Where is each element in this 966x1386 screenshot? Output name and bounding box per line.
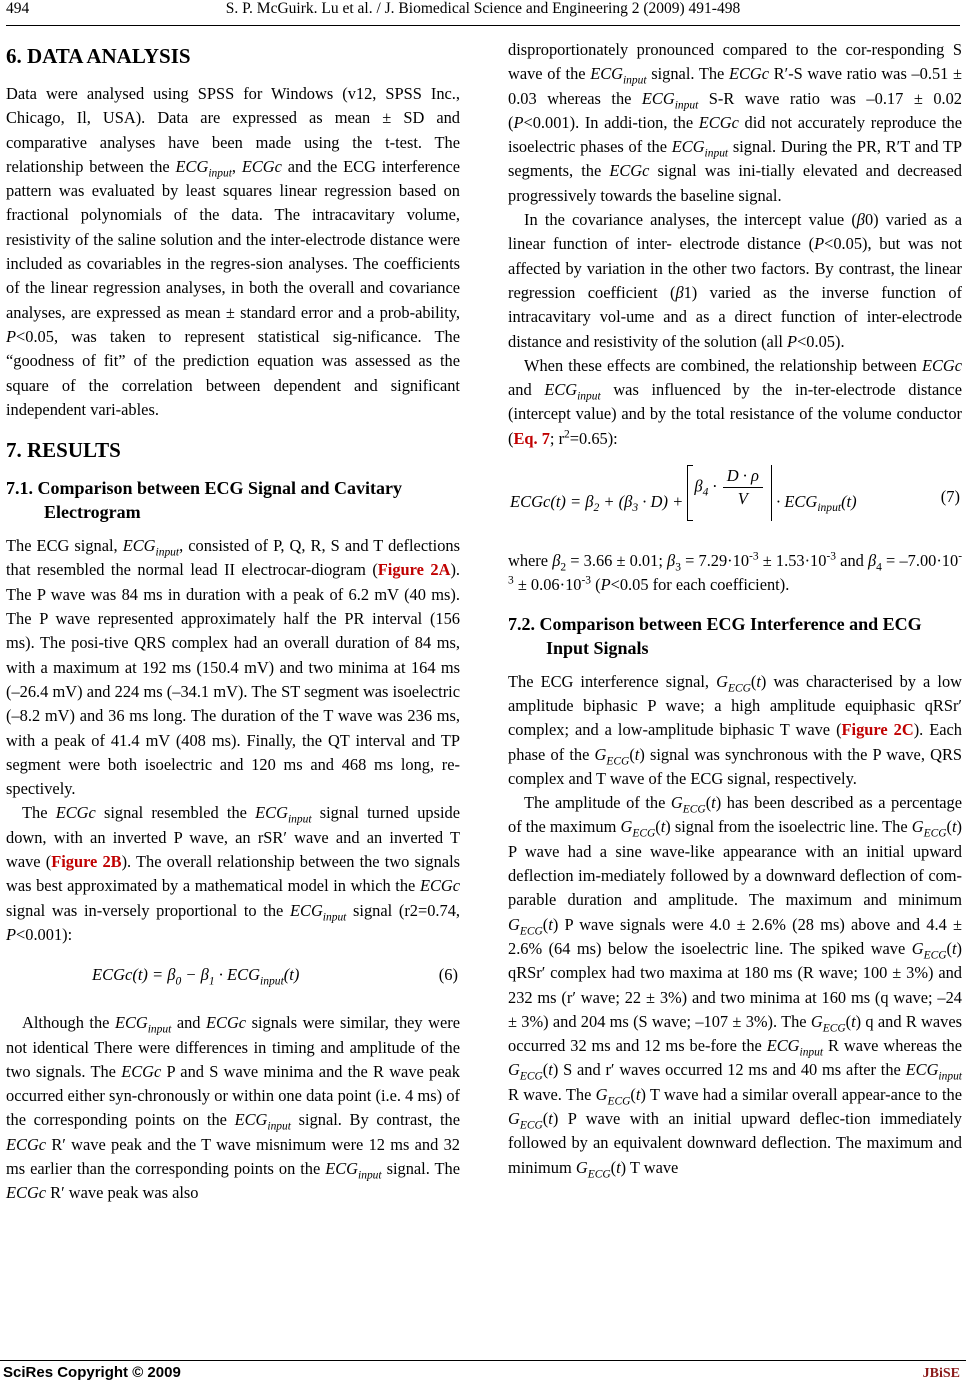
paragraph-differences: Although the $ECG_{input}$ and ECGc signals were similar, they were not identical There were differences in timing and amplitude of the two signals. The ECGc P and S wave minima and the R wave peak occurred either syn-chronously or within one data point (i.e. 4 ms) of the corresponding points on the $ECG_{input}$ signal. By contrast, the ECGc R′ wave peak and the T wave misnimum were 12 ms and 32 ms earlier than the corresponding points on the $ECG_{input}$ signal. The ECGc R′ wave peak was also <box>6 1013 461 1203</box>
running-title: S. P. McGuirk. Lu et al. / J. Biomedical Science and Engineering 2 (2009) 491-498 <box>225 0 741 17</box>
figure-2c-link[interactable]: Figure 2C <box>841 720 914 740</box>
equation-6 <box>6 955 460 1001</box>
paragraph-interference: The ECG interference signal, $G_{ECG}(t)$ was characterised by a low amplitude biphasic P wave; a high amplitude equiphasic qRSr′ complex; and a low-amplitude biphasic T wave (Figure 2C). Each phase of the $G_{ECG}(t)$ signal was synchronous with the P wave, QRS complex and T wave of the ECG signal, respectively. <box>508 671 962 788</box>
right-column <box>508 38 962 1180</box>
left-column <box>6 38 460 1206</box>
paragraph-coefficients: where $\beta_2 = 3.66 \pm 0.01$; $\beta_3 = 7.29\cdot 10^{-3} \pm 1.53\cdot 10^{-3}$ and $\beta_4 = -7.00\cdot 10^{-3} \pm 0.06\cdot 10^{-3}$ (P<0.05 for each coefficient). <box>508 550 963 595</box>
equation-7-number: (7) <box>940 487 960 507</box>
paragraph-covariance: In the covariance analyses, the intercept value (β0) varied as a linear function of inter- electrode distance (P<0.05), but was not affected by variation in the other two factors. By contrast, the linear regression coefficient (β1) varied as the inverse function of intracavitary vol-ume and as a direct function of inter-electrode distance and resistivity of the solution (all P<0.05). <box>508 210 963 351</box>
running-header <box>6 0 960 28</box>
paragraph-ecg-signal: The ECG signal, $ECG_{input}$, consisted of P, Q, R, S and T deflections that resembled the normal lead II electrocar-diogram (Figure 2A). The P wave was 84 ms in duration with a peak of 6.2 mV (40 ms). The P wave represented approximately half the PR interval (156 ms). The posi-tive QRS complex had an overall duration of 84 ms, with a maximum at 192 ms (150.4 mV) and two minima at 164 ms (–26.4 mV) and 224 ms (–34.1 mV). The ST segment was isoelectric (–8.2 mV) and 36 ms long. The duration of the T wave was 236 ms, with a peak of 41.4 mV (408 ms). Finally, the QT interval and TP segment were both isoelectric and 120 ms and 468 ms long, re-spectively. <box>6 536 460 799</box>
paragraph-combined: When these effects are combined, the relationship between ECGc and $ECG_{input}$ was influenced by the in-ter-electrode distance (intercept value) and by the total resistance of the volume conductor (Eq. 7; $r^2=0.65$): <box>508 355 963 448</box>
equation-7 <box>508 459 962 539</box>
footer-rule <box>0 1360 966 1361</box>
equation-6-number: (6) <box>438 965 458 985</box>
header-rule <box>6 25 960 26</box>
section-title-results: 7. RESULTS <box>6 438 121 463</box>
footer-journal: JBiSE <box>922 1366 960 1381</box>
subsection-title-7-1: 7.1. Comparison between ECG Signal and Cavitary Electrogram <box>6 478 403 523</box>
paragraph-continued: disproportionately pronounced compared to the cor-responding S wave of the $ECG_{input}$ signal. The ECGc R′-S wave ratio was –0.51 ± 0.03 whereas the $ECG_{input}$ S-R wave ratio was –0.17 ± 0.02 (P<0.001). In addi-tion, the ECGc did not accurately reproduce the isoelectric phases of the $ECG_{input}$ signal. During the PR, R′T and TP segments, the ECGc signal was ini-tially elevated and decreased progressively towards the baseline signal. <box>508 40 962 205</box>
section-title-data-analysis: 6. DATA ANALYSIS <box>6 44 191 68</box>
equation-7-expression: ECGc(t) = $\beta_2 + (\beta_3 \cdot D) + \beta_4$ · $\frac{D \cdot \rho}{V}$ · $ECG_{input}(t)$ <box>510 485 857 521</box>
figure-2b-link[interactable]: Figure 2B <box>51 852 122 872</box>
equation-6-expression: ECGc(t) = $\beta_0 - \beta_1 \cdot ECG_{input}(t)$ <box>92 965 300 988</box>
page-number: 494 <box>6 0 30 17</box>
figure-2a-link[interactable]: Figure 2A <box>377 560 451 580</box>
paragraph-data-analysis: Data were analysed using SPSS for Windows (v12, SPSS Inc., Chicago, Il, USA). Data are expressed as mean ± SD and comparative analyses have been made using the t-test. The relationship between the $ECG_{input}$, ECGc and the ECG interference pattern was evaluated by least squares linear regression based on fractional polynomials of the data. The intracavitary volume, resistivity of the saline solution and the inter-electrode distance were included as covariables in the regres-sion analyses. The coefficients of the linear regression analyses, in both the overall and covariance analyses, are expressed as mean ± standard error and a prob-ability, P<0.05, was taken to represent statistical sig-nificance. The “goodness of fit” of the prediction equation was assessed as the square of the correlation between dependent and significant independent vari-ables. <box>6 84 460 419</box>
paragraph-ecgc-signal: The ECGc signal resembled the $ECG_{input}$ signal turned upside down, with an inverted P wave, an rSR′ wave and an inverted T wave (Figure 2B). The overall relationship between the two signals was best approximated by a mathematical model in which the ECGc signal was in-versely proportional to the $ECG_{input}$ signal (r2=0.74, P<0.001): <box>6 803 460 944</box>
paragraph-amplitude: The amplitude of the $G_{ECG}(t)$ has been described as a percentage of the maximum $G_{ECG}(t)$ signal from the isoelectric line. The $G_{ECG}(t)$ P wave had a sine wave-like appearance with an initial upward deflection im-mediately followed by a downward deflection of com-parable duration and amplitude. The maximum and minimum $G_{ECG}(t)$ P wave signals were 4.0 ± 2.6% (28 ms) above and 4.4 ± 2.6% (64 ms) below the isoelectric line. The spiked wave $G_{ECG}(t)$ qRSr′ complex had two maxima at 180 ms (R wave; 100 ± 3%) and 232 ms (r′ wave; 22 ± 3%) and two minima at 160 ms (q wave; –24 ± 3%) and 204 ms (S wave; –107 ± 3%). The $G_{ECG}(t)$ q and R waves occurred 32 ms and 12 ms be-fore the $ECG_{input}$ R wave whereas the $G_{ECG}(t)$ S and r′ waves occurred 12 ms and 40 ms after the $ECG_{input}$ R wave. The $G_{ECG}(t)$ T wave had a similar overall appear-ance to the $G_{ECG}(t)$ P wave with an initial upward deflec-tion immediately followed by an equivalent downward deflection. The maximum and minimum $G_{ECG}(t)$ T wave <box>508 793 963 1180</box>
equation-7-link[interactable]: Eq. 7 <box>513 428 550 448</box>
subsection-title-7-2: 7.2. Comparison between ECG Interference and ECG Input Signals <box>508 613 922 658</box>
footer-copyright: SciRes Copyright © 2009 <box>3 1364 181 1381</box>
